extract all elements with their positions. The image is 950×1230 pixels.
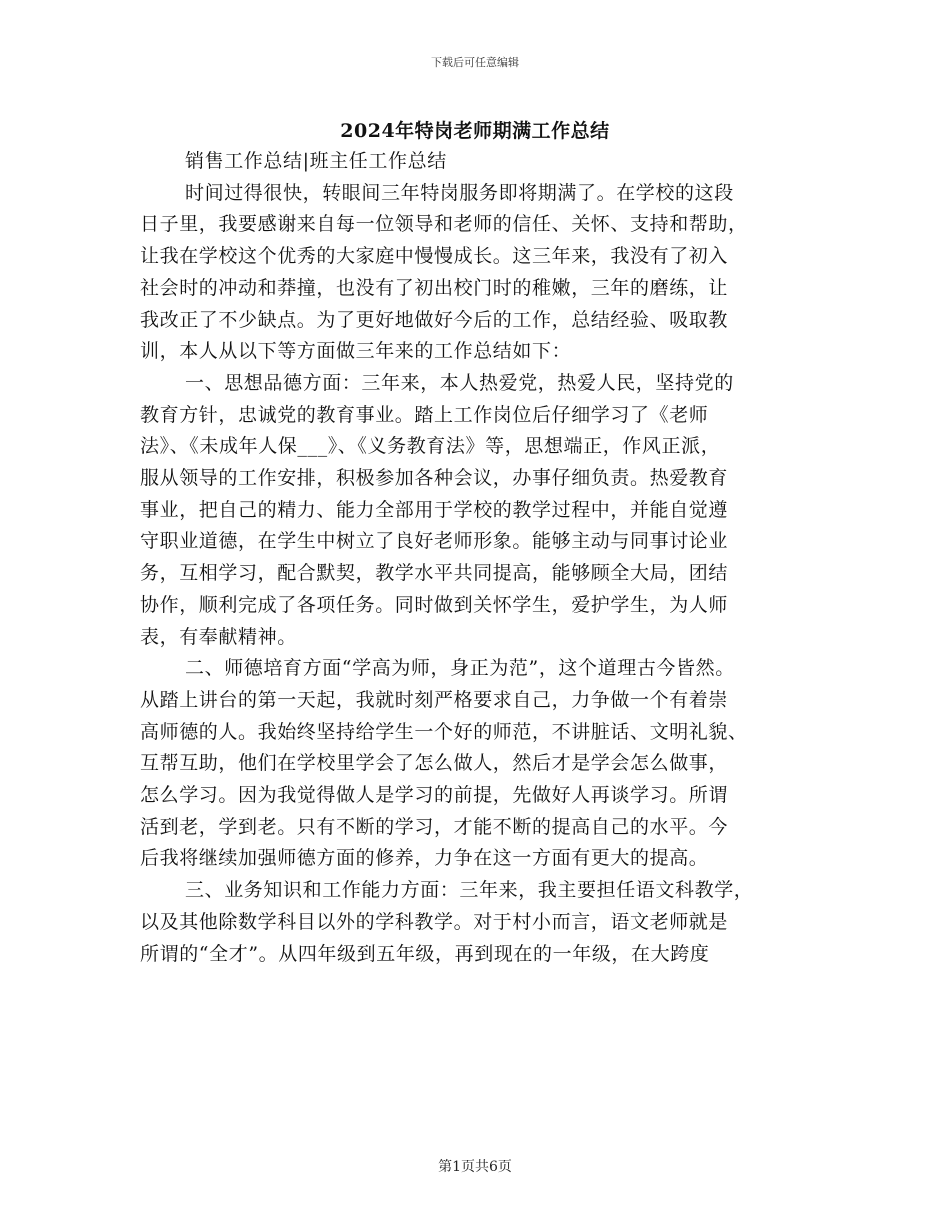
body-text-line: 一、思想品德方面：三年来，本人热爱党，热爱人民，坚持党的 [185, 371, 734, 394]
document-title: 2024年特岗老师期满工作总结 [340, 120, 610, 142]
body-text-line: 所谓的“全才”。从四年级到五年级，再到现在的一年级，在大跨度 [140, 942, 710, 965]
body-text-line: 二、师德培育方面“学高为师，身正为范”，这个道理古今皆然。 [185, 657, 735, 680]
body-text-line: 表，有奉献精神。 [140, 625, 297, 648]
body-text-line: 三、业务知识和工作能力方面：三年来，我主要担任语文科教学， [185, 879, 754, 902]
body-text-line: 以及其他除数学科目以外的学科教学。对于村小而言，语文老师就是 [140, 910, 729, 933]
body-text-line: 协作，顺利完成了各项任务。同时做到关怀学生，爱护学生，为人师 [140, 593, 729, 616]
body-text-line: 后我将继续加强师德方面的修养，力争在这一方面有更大的提高。 [140, 847, 709, 870]
body-text-line: 事业，把自己的精力、能力全部用于学校的教学过程中，并能自觉遵 [140, 498, 729, 521]
body-text-line: 服从领导的工作安排，积极参加各种会议，办事仔细负责。热爱教育 [140, 467, 729, 490]
body-text-line: 活到老，学到老。只有不断的学习，才能不断的提高自己的水平。今 [140, 815, 729, 838]
body-text-line: 从踏上讲台的第一天起，我就时刻严格要求自己，力争做一个有着崇 [140, 688, 729, 711]
body-text-line: 守职业道德，在学生中树立了良好老师形象。能够主动与同事讨论业 [140, 530, 729, 553]
body-text-line: 训，本人从以下等方面做三年来的工作总结如下： [140, 340, 572, 363]
body-text-line: 法》、《未成年人保___》、《义务教育法》等，思想端正，作风正派， [140, 435, 721, 458]
body-text-line: 销售工作总结|班主任工作总结 [185, 150, 447, 172]
body-text-line: 日子里，我要感谢来自每一位领导和老师的信任、关怀、支持和帮助， [140, 213, 748, 236]
body-text-line: 怎么学习。因为我觉得做人是学习的前提，先做好人再谈学习。所谓 [140, 784, 729, 807]
header-note: 下载后可任意编辑 [431, 56, 519, 69]
body-text-line: 时间过得很快，转眼间三年特岗服务即将期满了。在学校的这段 [185, 181, 734, 204]
body-text-line: 社会时的冲动和莽撞，也没有了初出校门时的稚嫩，三年的磨练，让 [140, 276, 729, 299]
page-footer: 第1页共6页 [438, 1159, 512, 1175]
body-text-line: 让我在学校这个优秀的大家庭中慢慢成长。这三年来，我没有了初入 [140, 245, 729, 268]
body-text-line: 我改正了不少缺点。为了更好地做好今后的工作，总结经验、吸取教 [140, 308, 729, 331]
body-text-line: 互帮互助，他们在学校里学会了怎么做人，然后才是学会怎么做事， [140, 752, 729, 775]
document-body [140, 146, 812, 970]
body-text-line: 高师德的人。我始终坚持给学生一个好的师范，不讲脏话、文明礼貌、 [140, 720, 748, 743]
body-text-line: 教育方针，忠诚党的教育事业。踏上工作岗位后仔细学习了《老师 [140, 403, 709, 426]
body-text-line: 务，互相学习，配合默契，教学水平共同提高，能够顾全大局，团结 [140, 562, 729, 585]
